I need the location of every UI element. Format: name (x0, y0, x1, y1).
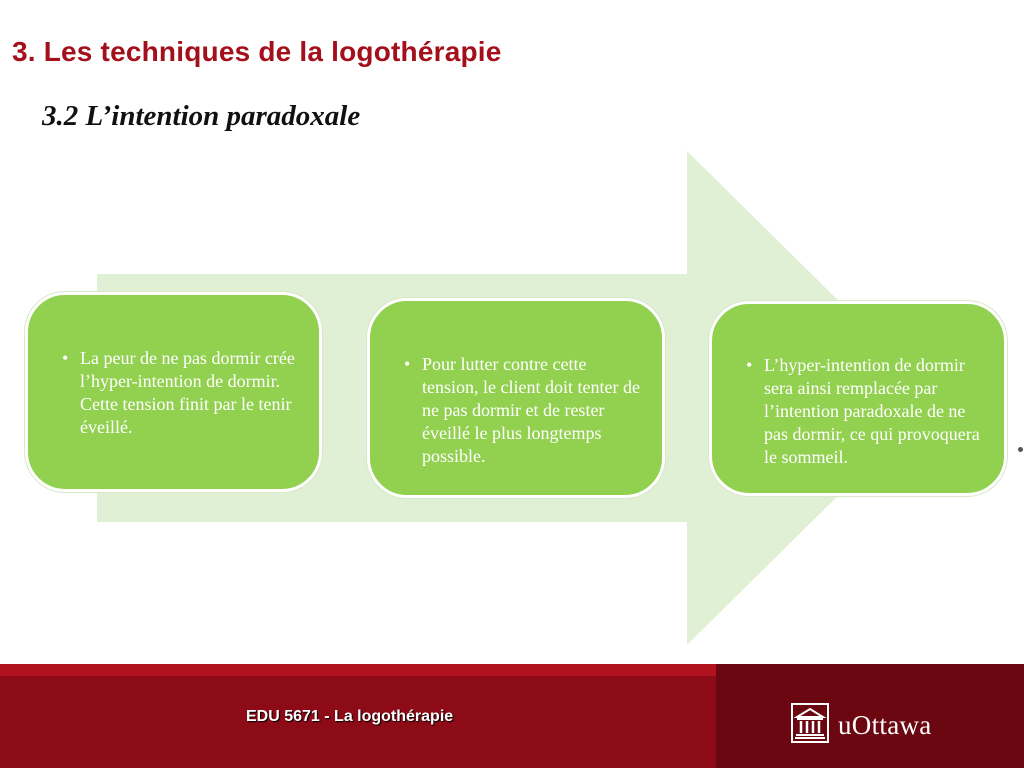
step-2-text: • Pour lutter contre cette tension, le client doit tenter de ne pas dormir et de rester éveillé le plus longtemps possible. (422, 353, 640, 468)
step-box-1 (25, 292, 322, 492)
university-building-icon (791, 703, 829, 743)
course-label: EDU 5671 - La logothérapie (246, 708, 454, 725)
slide-subtitle: 3.2 L’intention paradoxale (42, 100, 361, 132)
step-1-text: • La peur de ne pas dormir crée l’hyper-intention de dormir. Cette tension finit par le tenir éveillé. (80, 347, 297, 439)
step-box-3 (709, 301, 1007, 496)
step-3-text: • L’hyper-intention de dormir sera ainsi remplacée par l’intention paradoxale de ne pas dormir, ce qui provoquera le sommeil. (764, 354, 986, 469)
university-logo-text: uOttawa (838, 710, 932, 740)
slide-title: 3. Les techniques de la logothérapie (12, 36, 502, 67)
step-box-2 (367, 298, 665, 498)
edge-dot (1018, 447, 1023, 452)
footer-stripe (0, 664, 716, 676)
